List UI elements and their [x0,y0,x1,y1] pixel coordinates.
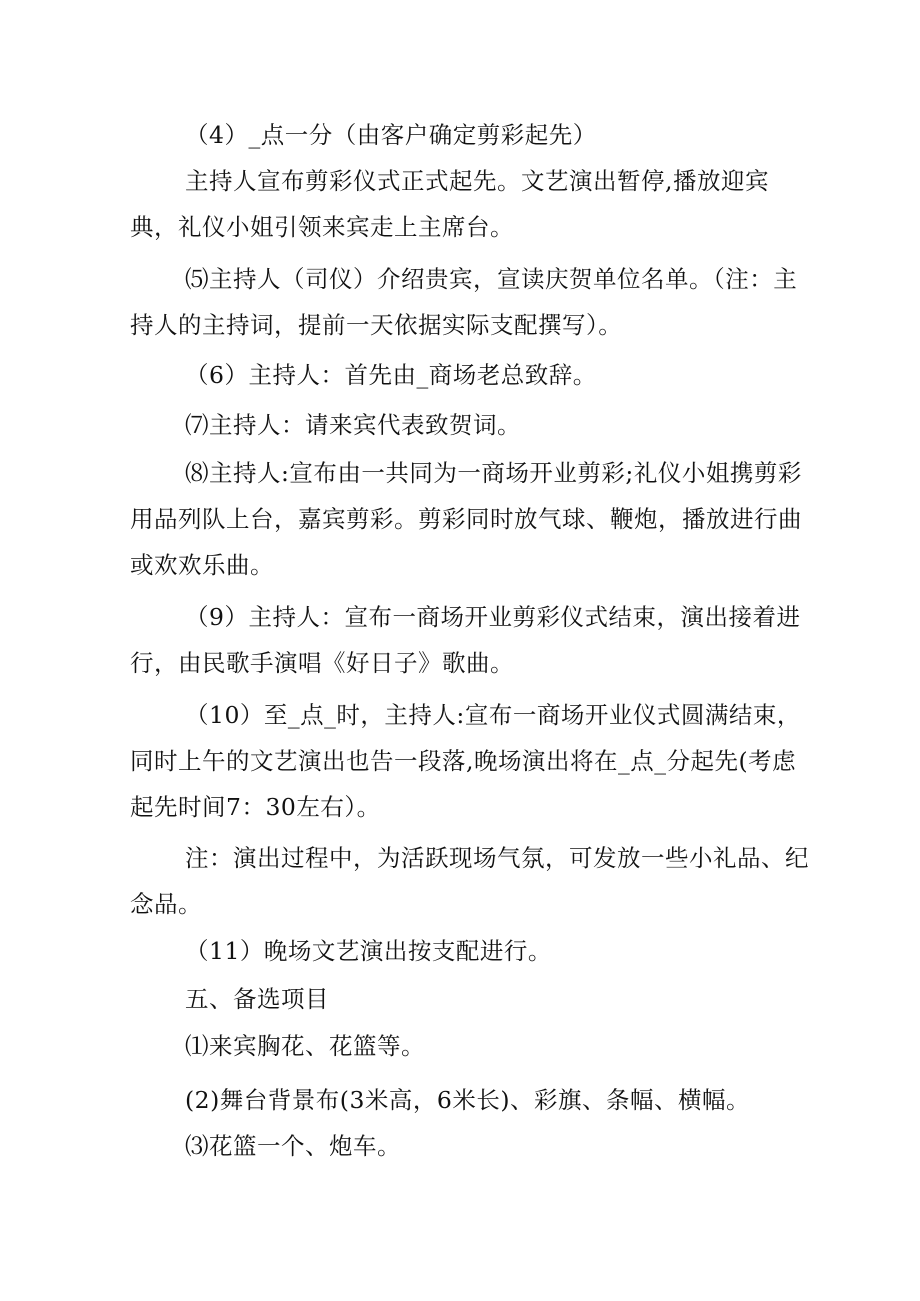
paragraph-ceremony-start: 主持人宣布剪彩仪式正式起先。文艺演出暂停,播放迎宾典，礼仪小姐引领来宾走上主席台。 [130,167,769,241]
paragraph-step-4: （4）_点一分（由客户确定剪彩起先） [185,121,597,149]
paragraph-step-7: ⑺主持人：请来宾代表致贺词。 [185,411,521,439]
list-item-optional-3: ⑶花篮一个、炮车。 [185,1132,401,1160]
paragraph-step-8: ⑻主持人:宣布由一共同为一商场开业剪彩;礼仪小姐携剪彩用品列队上台，嘉宾剪彩。剪彩同时放气球、鞭炮，播放进行曲或欢欢乐曲。 [130,459,802,579]
section-heading-optional: 五、备选项目 [185,985,329,1013]
list-item-optional-2: (2)舞台背景布(3米高，6米长)、彩旗、条幅、横幅。 [185,1086,751,1114]
list-item-optional-1: ⑴来宾胸花、花篮等。 [185,1032,425,1060]
paragraph-step-6: （6）主持人：首先由_商场老总致辞。 [185,361,597,389]
paragraph-step-9: （9）主持人：宣布一商场开业剪彩仪式结束，演出接着进行，由民歌手演唱《好日子》歌曲。 [130,603,801,677]
paragraph-note: 注：演出过程中，为活跃现场气氛，可发放一些小礼品、纪念品。 [130,844,809,918]
paragraph-step-5: ⑸主持人（司仪）介绍贵宾，宣读庆贺单位名单。（注：主持人的主持词，提前一天依据实际支配撰写）。 [130,265,798,339]
paragraph-step-11: （11）晚场文艺演出按支配进行。 [185,937,552,965]
paragraph-step-10: （10）至_点_时，主持人:宣布一商场开业仪式圆满结束，同时上午的文艺演出也告一段落,晚场演出将在_点_分起先(考虑起先时间7：30左右）。 [130,701,801,821]
